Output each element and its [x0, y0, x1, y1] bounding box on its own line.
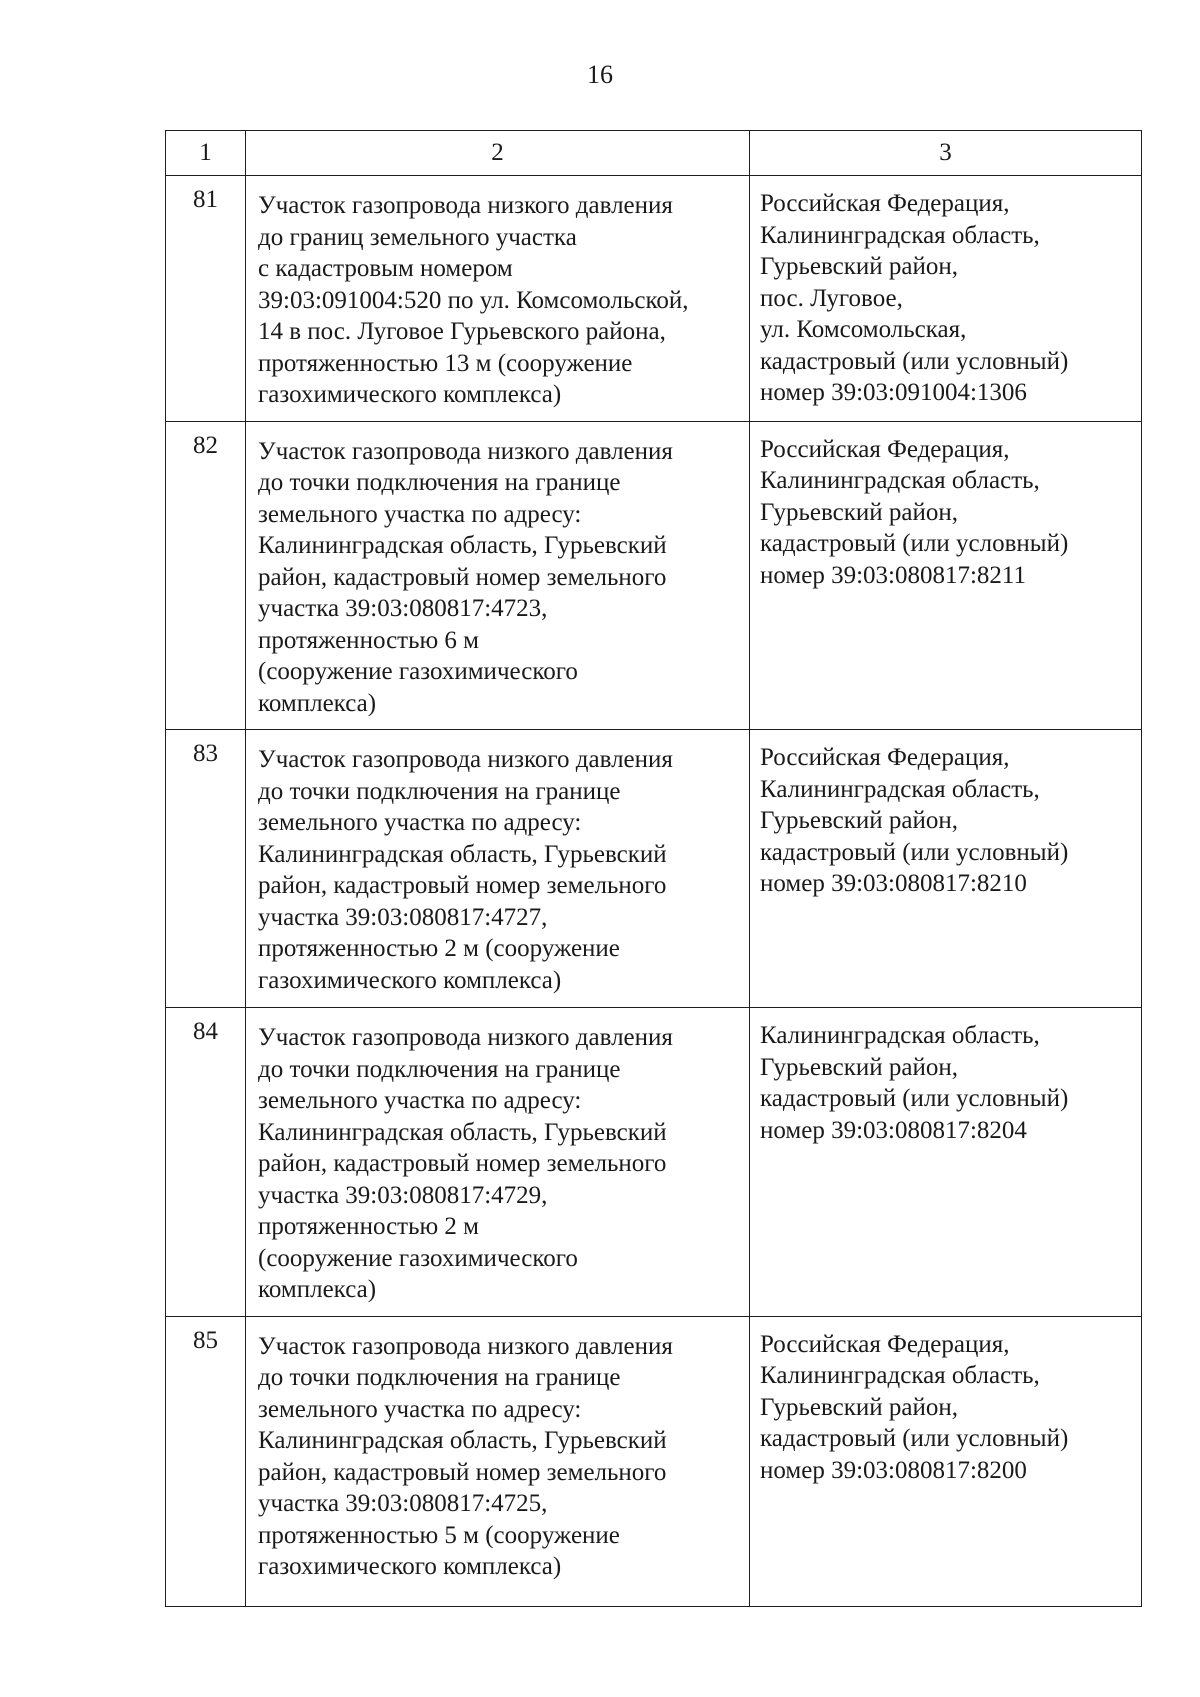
description-line: участка 39:03:080817:4727,	[258, 903, 548, 931]
description-line: газохимического комплекса)	[258, 1553, 562, 1580]
address-line: номер 39:03:091004:1306	[760, 379, 1027, 406]
address-line: номер 39:03:080817:8210	[760, 870, 1027, 897]
description-line: (сооружение газохимического	[258, 658, 578, 685]
object-description	[246, 730, 750, 1008]
description-line: протяженностью 13 м (сооружение	[258, 349, 633, 377]
description-line: район, кадастровый номер земельного	[258, 1458, 667, 1486]
address-line: Гурьевский район,	[760, 253, 959, 280]
description-line: газохимического комплекса)	[258, 966, 562, 994]
address-line: номер 39:03:080817:8200	[760, 1456, 1027, 1484]
address-line: кадастровый (или условный)	[760, 1085, 1069, 1112]
row-number: 84	[166, 1008, 246, 1317]
object-description	[246, 176, 750, 422]
description-line: с кадастровым номером	[258, 255, 513, 282]
description-line: 14 в пос. Луговое Гурьевского района,	[258, 318, 666, 345]
address-line: Калининградская область,	[760, 1362, 1040, 1389]
description-line: до точки подключения на границе	[258, 1364, 621, 1391]
address-line: номер 39:03:080817:8211	[760, 561, 1026, 589]
address-line: Гурьевский район,	[760, 498, 959, 526]
description-line: район, кадастровый номер земельного	[258, 1150, 667, 1177]
description-line: Участок газопровода низкого давления	[258, 192, 673, 219]
address-line: Калининградская область,	[760, 775, 1040, 803]
object-description	[246, 1008, 750, 1317]
description-line: Участок газопровода низкого давления	[258, 437, 673, 465]
table-row	[166, 1316, 1142, 1606]
description-line: Калининградская область, Гурьевский	[258, 1427, 667, 1454]
description-line: протяженностью 2 м (сооружение	[258, 935, 620, 962]
address-line: кадастровый (или условный)	[760, 530, 1069, 557]
table-row	[166, 730, 1142, 1008]
address-line: номер 39:03:080817:8204	[760, 1116, 1027, 1144]
description-line: комплекса)	[258, 689, 377, 717]
address-line: Российская Федерация,	[760, 190, 1010, 217]
header-col-2: 2	[246, 131, 750, 176]
row-number: 82	[166, 421, 246, 730]
description-line: земельного участка по адресу:	[258, 809, 582, 836]
description-line: район, кадастровый номер земельного	[258, 563, 667, 591]
table-row	[166, 421, 1142, 730]
description-line: до точки подключения на границе	[258, 1055, 621, 1083]
description-line: (сооружение газохимического	[258, 1244, 578, 1272]
description-line: комплекса)	[258, 1276, 377, 1303]
description-line: до точки подключения на границе	[258, 777, 621, 805]
object-description	[246, 1316, 750, 1606]
table-row	[166, 1008, 1142, 1317]
object-address	[750, 1316, 1142, 1606]
address-line: Российская Федерация,	[760, 435, 1010, 463]
page-number: 16	[587, 60, 613, 89]
description-line: земельного участка по адресу:	[258, 1395, 582, 1423]
address-line: Гурьевский район,	[760, 1393, 959, 1421]
description-line: до точки подключения на границе	[258, 469, 621, 496]
description-line: Калининградская область, Гурьевский	[258, 840, 667, 868]
header-col-1: 1	[166, 131, 246, 176]
description-line: до границ земельного участка	[258, 223, 577, 251]
objects-table	[165, 130, 1142, 1607]
row-number: 81	[166, 176, 246, 422]
address-line: Российская Федерация,	[760, 1330, 1010, 1358]
address-line: Гурьевский район,	[760, 1053, 959, 1081]
description-line: участка 39:03:080817:4729,	[258, 1181, 548, 1209]
object-address	[750, 421, 1142, 730]
description-line: земельного участка по адресу:	[258, 1087, 582, 1114]
address-line: Калининградская область,	[760, 221, 1040, 249]
address-line: ул. Комсомольская,	[760, 316, 967, 343]
object-address	[750, 176, 1142, 422]
table-header-row	[166, 131, 1142, 176]
description-line: Участок газопровода низкого давления	[258, 1024, 673, 1051]
object-address	[750, 1008, 1142, 1317]
row-number: 83	[166, 730, 246, 1008]
description-line: район, кадастровый номер земельного	[258, 872, 667, 899]
description-line: протяженностью 6 м	[258, 626, 479, 654]
description-line: земельного участка по адресу:	[258, 500, 582, 528]
description-line: протяженностью 2 м	[258, 1213, 479, 1240]
address-line: Российская Федерация,	[760, 744, 1010, 771]
address-line: кадастровый (или условный)	[760, 838, 1069, 866]
address-line: кадастровый (или условный)	[760, 1425, 1069, 1452]
address-line: Гурьевский район,	[760, 807, 959, 834]
object-description	[246, 421, 750, 730]
description-line: участка 39:03:080817:4723,	[258, 595, 548, 622]
description-line: Калининградская область, Гурьевский	[258, 532, 667, 559]
description-line: Участок газопровода низкого давления	[258, 1332, 673, 1360]
header-col-3: 3	[750, 131, 1142, 176]
address-line: пос. Луговое,	[760, 284, 903, 312]
row-number: 85	[166, 1316, 246, 1606]
address-line: Калининградская область,	[760, 1022, 1040, 1049]
address-line: Калининградская область,	[760, 467, 1040, 494]
address-line: кадастровый (или условный)	[760, 347, 1069, 375]
description-line: 39:03:091004:520 по ул. Комсомольской,	[258, 286, 689, 314]
description-line: Участок газопровода низкого давления	[258, 746, 673, 773]
description-line: протяженностью 5 м (сооружение	[258, 1521, 620, 1549]
description-line: участка 39:03:080817:4725,	[258, 1490, 548, 1517]
object-address	[750, 730, 1142, 1008]
description-line: газохимического комплекса)	[258, 381, 562, 408]
table-row	[166, 176, 1142, 422]
description-line: Калининградская область, Гурьевский	[258, 1118, 667, 1146]
